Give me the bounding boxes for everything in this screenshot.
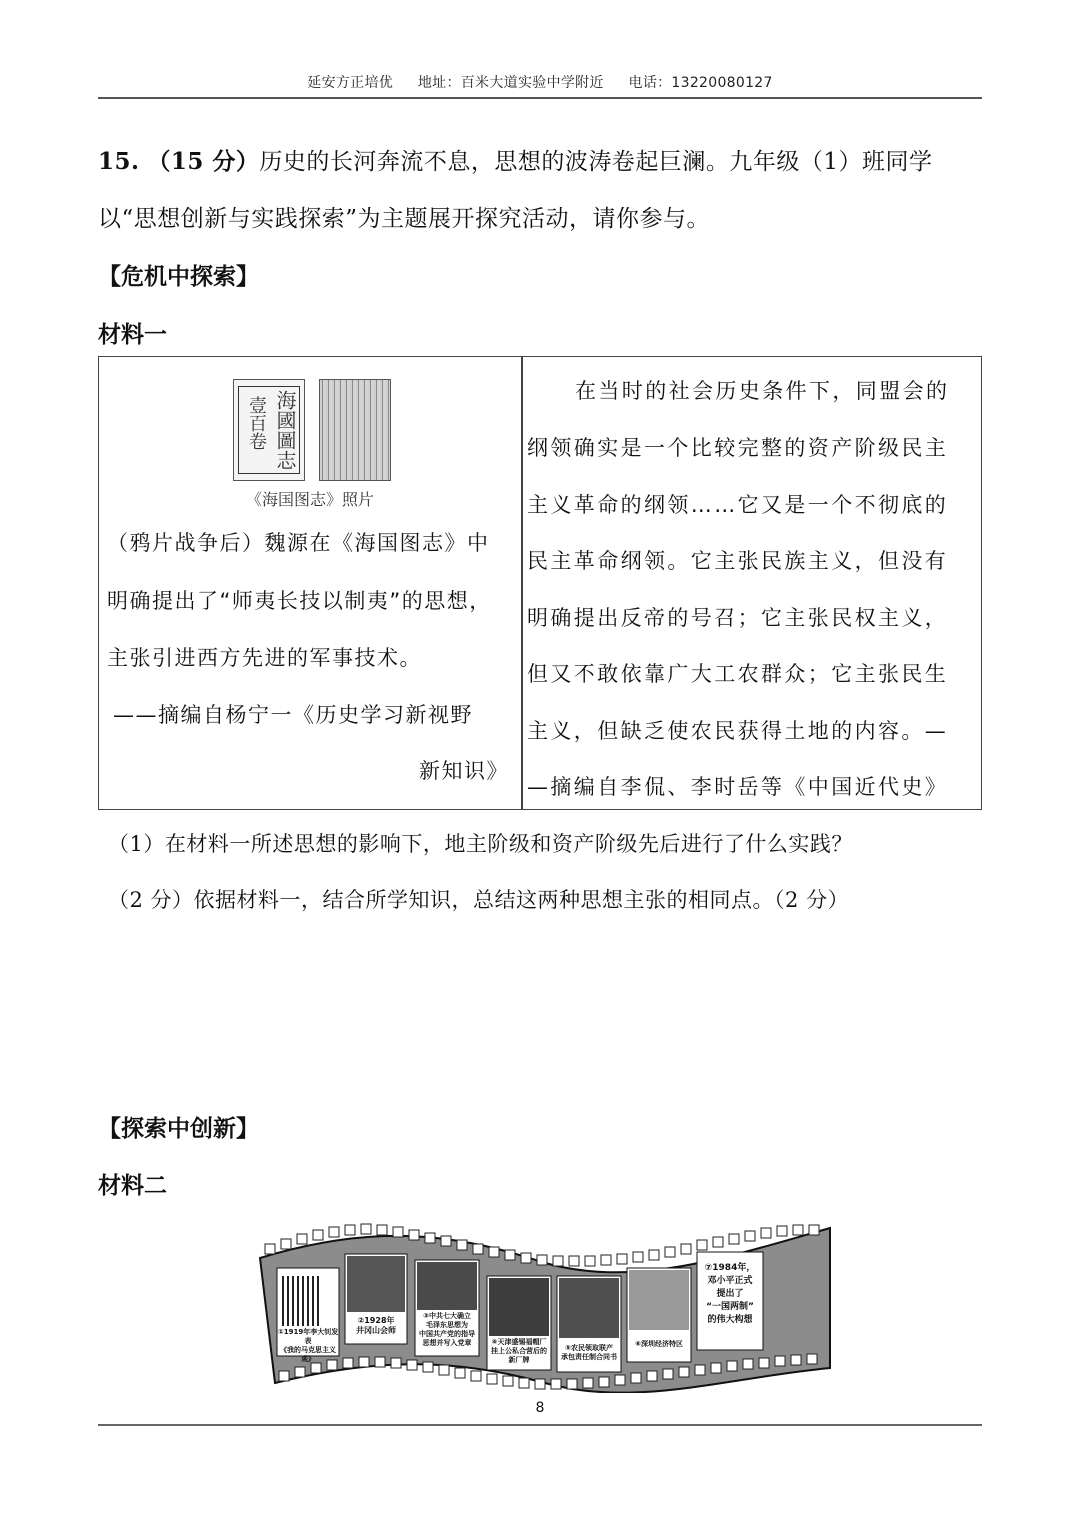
- right-text-line: 民主革命纲领。它主张民族主义，但没有: [527, 549, 949, 573]
- film-frame-2-label: [345, 1316, 407, 1336]
- frame-label-line: ③中共七大确立: [423, 1312, 471, 1320]
- right-text-line: 在当时的社会历史条件下，同盟会的: [575, 379, 950, 403]
- frame-label-line: “一国两制”: [706, 1302, 754, 1312]
- frame-label-line: ①1919年李大钊发表: [277, 1328, 339, 1345]
- sub-question-1-line-2: （2 分）依据材料一，结合所学知识，总结这两种思想主张的相同点。（2 分）: [108, 888, 850, 912]
- right-source-line: —摘编自李侃、李时岳等《中国近代史》: [527, 775, 949, 799]
- sub-question-1-line-1: （1）在材料一所述思想的影响下，地主阶级和资产阶级先后进行了什么实践？: [108, 832, 853, 856]
- haiguotuzhi-photos: [233, 379, 393, 481]
- frame-label-line: 承包责任制合同书: [561, 1353, 617, 1361]
- question-line-1: [98, 143, 932, 176]
- cover-volume-glyphs: 壹百卷: [246, 396, 267, 450]
- frame-label-line: 邓小平正式: [707, 1276, 753, 1286]
- right-text-line: 但又不敢依靠广大工农群众；它主张民生: [527, 662, 949, 686]
- film-strip-image: [255, 1218, 835, 1393]
- section-title-crisis: 【危机中探索】: [98, 264, 259, 290]
- question-line-2: 以“思想创新与实践探索”为主题展开探究活动，请你参与。: [98, 206, 711, 232]
- material-label-1: 材料一: [98, 322, 167, 348]
- film-frame-3-label: [415, 1312, 479, 1348]
- frame-label-line: ②1928年: [357, 1316, 395, 1325]
- frame-label-line: 《我的马克思主义观》: [280, 1346, 336, 1363]
- film-frame-5-label: [557, 1344, 621, 1362]
- left-source-line: 新知识》: [419, 759, 509, 783]
- frame-label-line: 挂上公私合营后的: [491, 1347, 547, 1355]
- footer-divider: [98, 1424, 982, 1426]
- header-address: 地址：百米大道实验中学附近: [417, 75, 604, 91]
- section-title-innovation: 【探索中创新】: [98, 1116, 259, 1142]
- material-one-table: [98, 356, 982, 810]
- left-text-line: 主张引进西方先进的军事技术。: [107, 646, 422, 670]
- right-text-line: 主义革命的纲领……它又是一个不彻底的: [527, 493, 949, 517]
- frame-label-line: 思想并写入党章: [422, 1339, 472, 1347]
- frame-label-line: ⑥深圳经济特区: [635, 1340, 683, 1348]
- book-page-image: [319, 379, 391, 481]
- right-text-line: 主义，但缺乏使农民获得土地的内容。—: [527, 719, 949, 743]
- left-text-line: 明确提出了“师夷长技以制夷”的思想，: [107, 589, 492, 613]
- left-text-line: （鸦片战争后）魏源在《海国图志》中: [107, 531, 490, 555]
- right-text-line: 纲领确实是一个比较完整的资产阶级民主: [527, 436, 949, 460]
- film-frame-1-label: [277, 1328, 339, 1364]
- cover-title-glyphs: 海國圖志: [273, 390, 297, 470]
- question-stem-1: 历史的长河奔流不息，思想的波涛卷起巨澜。九年级（1）班同学: [259, 149, 933, 175]
- frame-label-line: 新厂牌: [508, 1356, 530, 1364]
- film-frame-6-label: [627, 1340, 691, 1349]
- question-number: 15.: [98, 148, 140, 175]
- header-phone: 电话：13220080127: [628, 75, 773, 91]
- material-one-right-cell: [523, 357, 981, 809]
- frame-label-line: ④天津盛锡福帽厂: [491, 1338, 547, 1346]
- material-one-left-cell: [99, 357, 521, 809]
- page-header: [98, 72, 982, 98]
- frame-label-line: 中国共产党的指导: [419, 1330, 475, 1338]
- frame-label-line: 井冈山会师: [356, 1326, 396, 1335]
- frame-label-line: 提出了: [716, 1289, 744, 1299]
- page-number: 8: [535, 1400, 545, 1416]
- film-frame-4-label: [487, 1338, 551, 1365]
- frame-label-line: ⑤农民领取联产: [565, 1344, 613, 1352]
- right-text-line: 明确提出反帝的号召；它主张民权主义，: [527, 606, 949, 630]
- film-frame-7-label: [697, 1262, 763, 1327]
- frame-label-line: ⑦1984年，: [704, 1263, 756, 1273]
- material-label-2: 材料二: [98, 1173, 167, 1199]
- header-divider: [98, 97, 982, 99]
- question-points: （15 分）: [147, 148, 260, 175]
- frame-label-line: 毛泽东思想为: [426, 1321, 468, 1329]
- left-source-line: ——摘编自杨宁一《历史学习新视野: [113, 703, 473, 727]
- photo-caption: 《海国图志》照片: [245, 490, 374, 509]
- frame-label-line: 的伟大构想: [707, 1315, 753, 1325]
- header-org: 延安方正培优: [307, 75, 394, 91]
- book-cover-image: [233, 379, 305, 481]
